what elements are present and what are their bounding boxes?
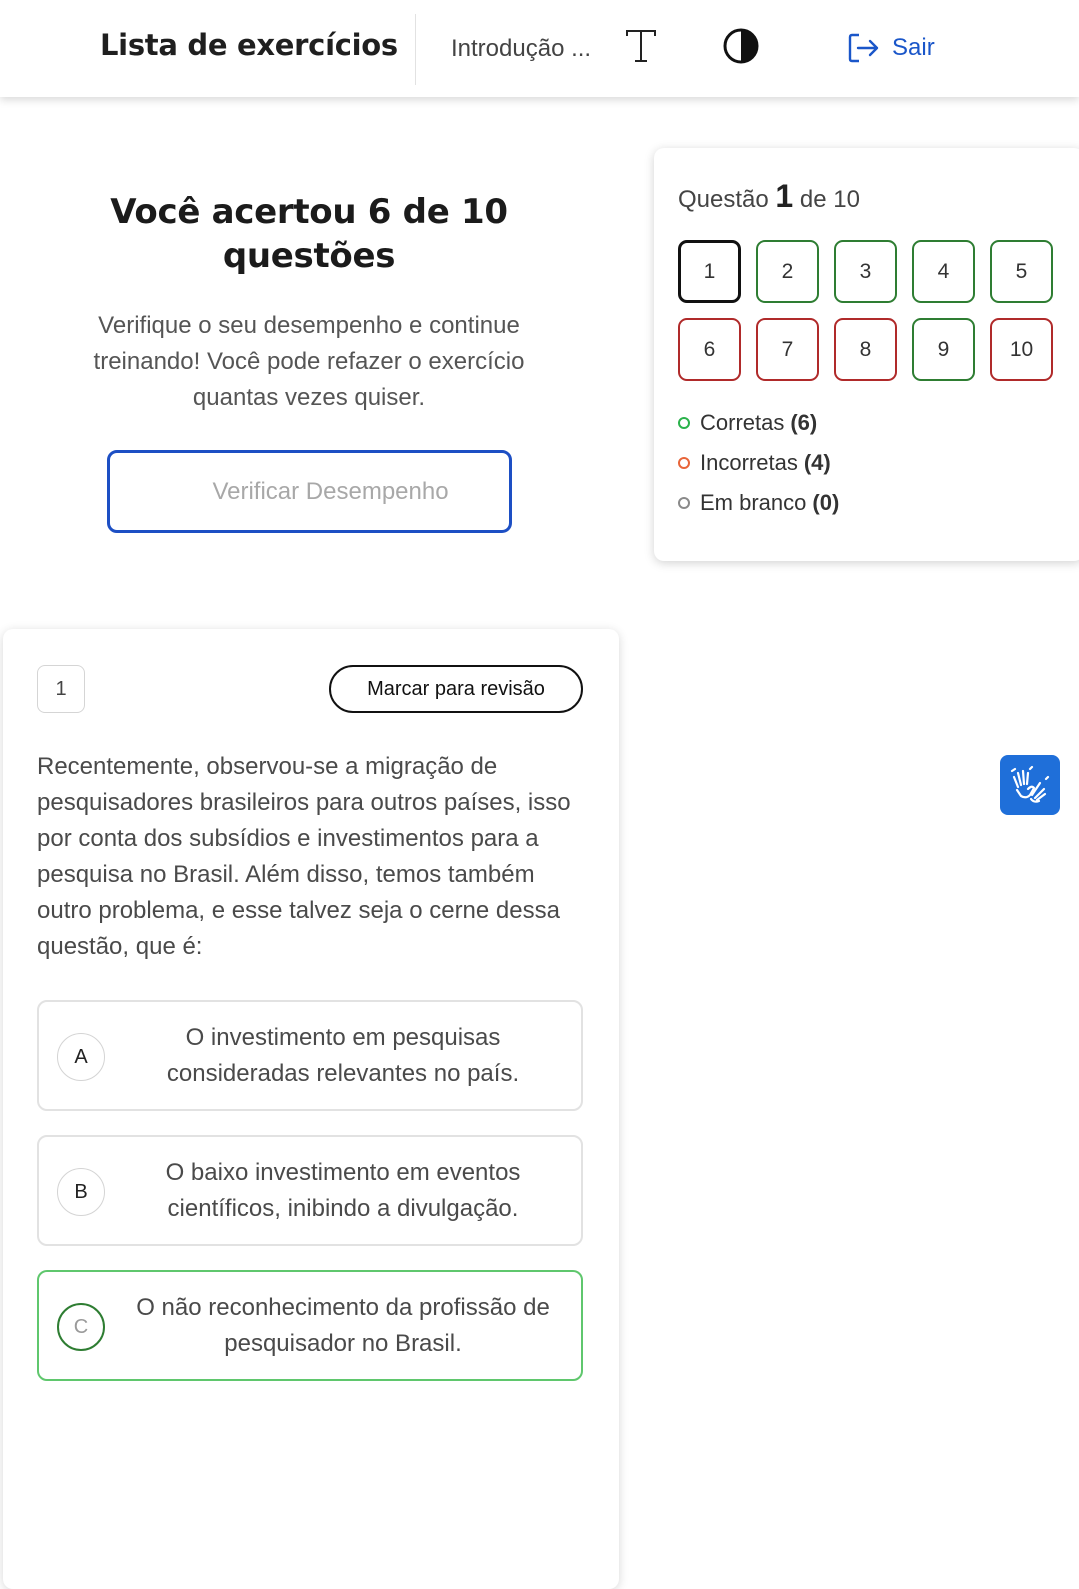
question-navigator [654, 148, 1079, 561]
navigator-current: 1 [775, 178, 794, 214]
correct-dot-icon [678, 417, 690, 429]
legend-blank-count: (0) [812, 490, 840, 515]
result-description: Verifique o seu desempenho e continue treinando! Você pode refazer o exercício quantas vezes quiser. [93, 312, 525, 411]
legend-incorrect [678, 443, 839, 483]
question-button-4[interactable]: 4 [912, 240, 975, 303]
question-number-badge: 1 [37, 665, 85, 713]
mark-for-review-button[interactable]: Marcar para revisão [329, 665, 583, 713]
result-summary [50, 190, 568, 416]
option-text: O investimento em pesquisas consideradas relevantes no país. [166, 1023, 520, 1087]
option-text: O não reconhecimento da profissão de pesquisador no Brasil. [136, 1293, 550, 1357]
legend-blank [678, 483, 839, 523]
option-letter: A [57, 1033, 105, 1081]
question-grid [678, 240, 1053, 381]
status-legend [678, 403, 839, 523]
legend-blank-label: Em branco [700, 490, 807, 515]
page-title: Lista de exercícios [100, 28, 398, 62]
course-name[interactable]: Introdução ... [451, 35, 592, 62]
question-button-3[interactable]: 3 [834, 240, 897, 303]
libras-accessibility-button[interactable] [1000, 755, 1060, 815]
blank-dot-icon [678, 497, 690, 509]
verify-performance-button[interactable]: Verificar Desempenho [107, 450, 512, 533]
font-size-icon[interactable] [624, 27, 658, 65]
legend-correct-label: Corretas [700, 410, 785, 435]
option-a[interactable] [37, 1000, 583, 1111]
top-header [0, 0, 1079, 97]
legend-incorrect-label: Incorretas [700, 450, 798, 475]
result-title: Você acertou 6 de 10 questões [110, 192, 508, 276]
question-button-8[interactable]: 8 [834, 318, 897, 381]
logout-button[interactable] [846, 28, 935, 68]
question-card [3, 629, 619, 1589]
header-divider [415, 14, 416, 85]
option-letter: B [57, 1168, 105, 1216]
legend-correct-count: (6) [790, 410, 818, 435]
logout-label: Sair [892, 34, 935, 61]
question-button-2[interactable]: 2 [756, 240, 819, 303]
question-button-5[interactable]: 5 [990, 240, 1053, 303]
question-button-9[interactable]: 9 [912, 318, 975, 381]
question-statement: Recentemente, observou-se a migração de pesquisadores brasileiros para outros países, isso por conta dos subsídios e investimentos para a pesquisa no Brasil. Além disso, temos também outro problema, e esse talvez seja o cerne dessa questão, que é: [37, 753, 571, 960]
option-b[interactable] [37, 1135, 583, 1246]
legend-incorrect-count: (4) [803, 450, 831, 475]
question-button-6[interactable]: 6 [678, 318, 741, 381]
legend-correct [678, 403, 839, 443]
question-button-7[interactable]: 7 [756, 318, 819, 381]
option-c[interactable] [37, 1270, 583, 1381]
option-letter: C [57, 1303, 105, 1351]
question-button-10[interactable]: 10 [990, 318, 1053, 381]
navigator-suffix: de 10 [799, 186, 860, 213]
incorrect-dot-icon [678, 457, 690, 469]
logout-icon [846, 31, 880, 65]
contrast-icon[interactable] [722, 27, 760, 65]
option-text: O baixo investimento em eventos científicos, inibindo a divulgação. [165, 1158, 521, 1222]
question-button-1[interactable]: 1 [678, 240, 741, 303]
navigator-prefix: Questão [678, 186, 769, 213]
navigator-title [678, 178, 860, 215]
sign-language-hands-icon [1010, 765, 1050, 805]
